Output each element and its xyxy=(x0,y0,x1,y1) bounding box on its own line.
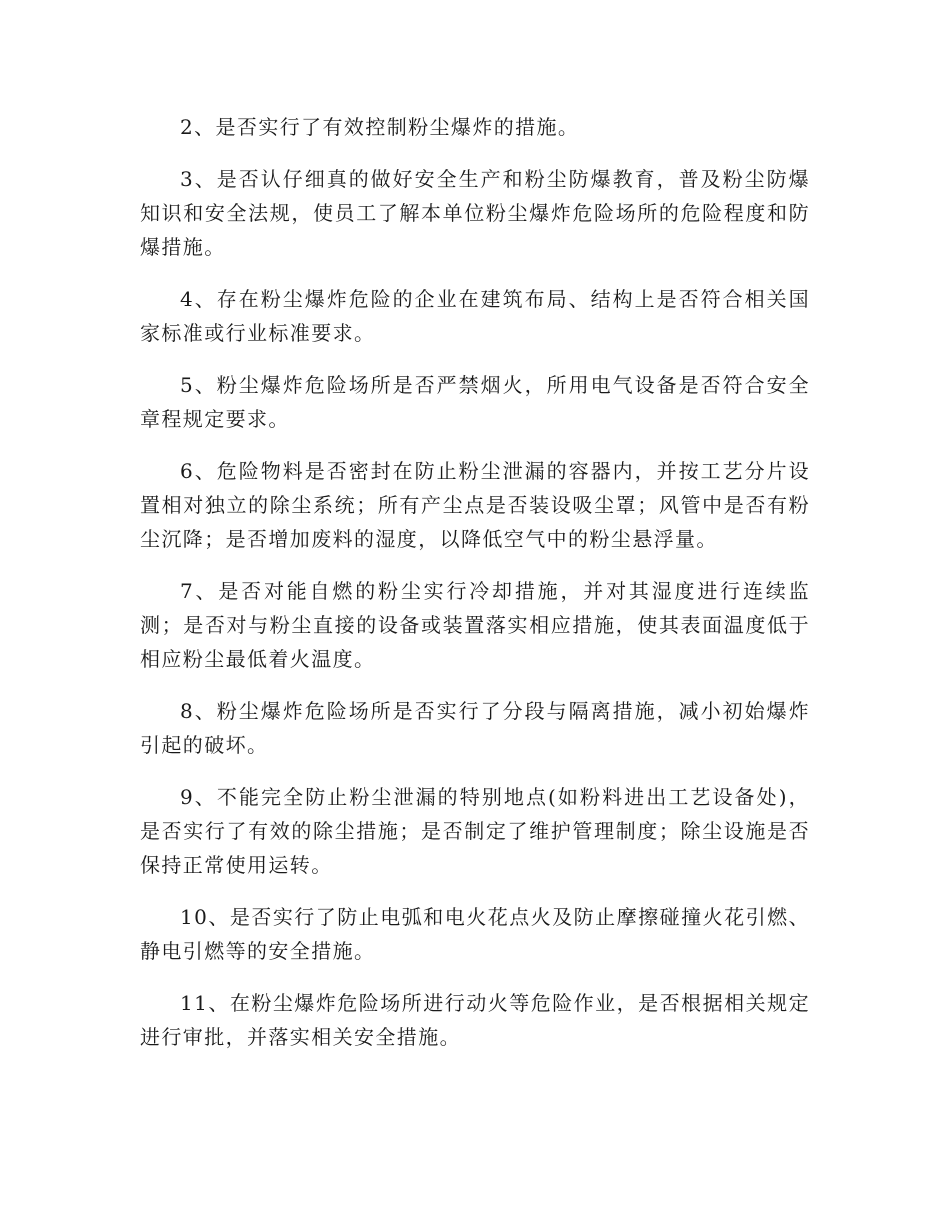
list-item: 3、是否认仔细真的做好安全生产和粉尘防爆教育，普及粉尘防爆知识和安全法规，使员工了解本单位粉尘爆炸危险场所的危险程度和防爆措施。 xyxy=(140,167,810,259)
list-item: 7、是否对能自燃的粉尘实行冷却措施，并对其湿度进行连续监测；是否对与粉尘直接的设备或装置落实相应措施，使其表面温度低于相应粉尘最低着火温度。 xyxy=(140,579,810,671)
list-item: 6、危险物料是否密封在防止粉尘泄漏的容器内，并按工艺分片设置相对独立的除尘系统；所有产尘点是否装设吸尘罩；风管中是否有粉尘沉降；是否增加废料的湿度，以降低空气中的粉尘悬浮量。 xyxy=(140,459,810,551)
list-item: 9、不能完全防止粉尘泄漏的特别地点(如粉料进出工艺设备处)，是否实行了有效的除尘措施；是否制定了维护管理制度；除尘设施是否保持正常使用运转。 xyxy=(140,785,810,877)
list-item: 11、在粉尘爆炸危险场所进行动火等危险作业，是否根据相关规定进行审批，并落实相关安全措施。 xyxy=(140,991,810,1049)
list-item: 10、是否实行了防止电弧和电火花点火及防止摩擦碰撞火花引燃、静电引燃等的安全措施。 xyxy=(140,905,810,963)
list-item: 2、是否实行了有效控制粉尘爆炸的措施。 xyxy=(180,115,580,139)
document-body xyxy=(140,110,810,1072)
list-item: 8、粉尘爆炸危险场所是否实行了分段与隔离措施，减小初始爆炸引起的破坏。 xyxy=(140,699,810,757)
list-item: 4、存在粉尘爆炸危险的企业在建筑布局、结构上是否符合相关国家标准或行业标准要求。 xyxy=(140,287,810,345)
list-item: 5、粉尘爆炸危险场所是否严禁烟火，所用电气设备是否符合安全章程规定要求。 xyxy=(140,373,810,431)
